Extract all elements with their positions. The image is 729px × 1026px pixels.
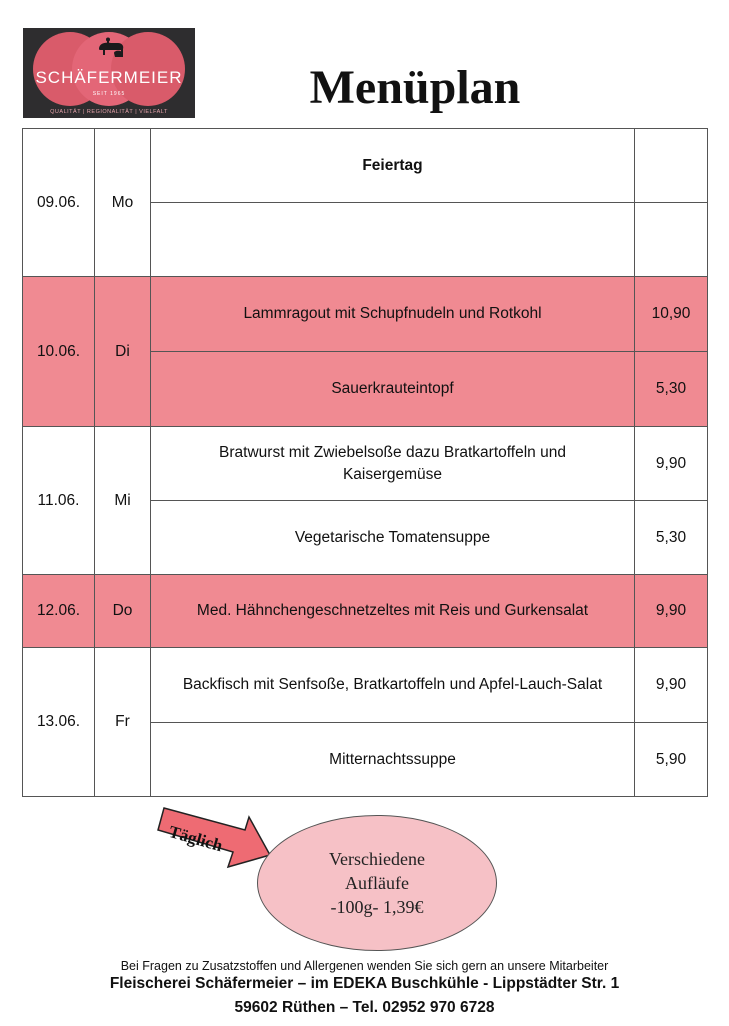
dish-cell	[151, 427, 635, 501]
allergen-note: Bei Fragen zu Zusatzstoffen und Allergenen wenden Sie sich gern an unsere Mitarbeiter	[120, 959, 609, 973]
dish-text: Bratwurst mit Zwiebelsoße dazu Bratkartoffeln und Kaisergemüse	[219, 443, 566, 483]
special-line-3: -100g- 1,39€	[330, 897, 424, 918]
logo	[23, 28, 195, 118]
price-cell: 10,90	[635, 277, 708, 352]
price-cell: 9,90	[635, 427, 708, 501]
dish-cell: Med. Hähnchengeschnetzeltes mit Reis und Gurkensalat	[151, 575, 635, 648]
price-cell	[635, 203, 708, 277]
dish-text: Backfisch mit Senfsoße, Bratkartoffeln und Apfel-Lauch-Salat	[182, 676, 603, 694]
date-cell: 13.06.	[23, 648, 95, 797]
special-offer	[257, 815, 497, 951]
day-cell: Mi	[95, 427, 151, 575]
price-cell: 9,90	[635, 575, 708, 648]
price-cell	[635, 129, 708, 203]
logo-est: SEIT 1965	[92, 91, 126, 97]
logo-slogan: QUALITÄT | REGIONALITÄT | VIELFALT	[50, 109, 168, 115]
menu-row	[23, 575, 708, 648]
day-cell: Fr	[95, 648, 151, 797]
dish-cell: Feiertag	[151, 129, 635, 203]
dish-cell: Mitternachtssuppe	[151, 723, 635, 797]
special-line-2: Aufläufe	[345, 872, 409, 893]
address-line-1: Fleischerei Schäfermeier – im EDEKA Buschkühle - Lippstädter Str. 1	[109, 975, 620, 992]
dish-cell: Vegetarische Tomatensuppe	[151, 501, 635, 575]
day-cell: Di	[95, 277, 151, 427]
animals-icon	[96, 37, 126, 61]
logo-brand: SCHÄFERMEIER	[35, 68, 183, 87]
menu-row	[23, 648, 708, 723]
special-line-1: Verschiedene	[329, 848, 425, 869]
dish-cell: Sauerkrauteintopf	[151, 352, 635, 427]
day-cell: Mo	[95, 129, 151, 277]
price-cell: 5,30	[635, 352, 708, 427]
price-cell: 5,90	[635, 723, 708, 797]
taeglich-label: Täglich	[166, 822, 225, 856]
price-cell: 9,90	[635, 648, 708, 723]
menu-row	[23, 129, 708, 203]
date-cell: 12.06.	[23, 575, 95, 648]
address-line-2: 59602 Rüthen – Tel. 02952 970 6728	[234, 999, 495, 1016]
day-cell: Do	[95, 575, 151, 648]
menu-table	[22, 128, 708, 797]
dish-cell	[151, 203, 635, 277]
dish-cell: Lammragout mit Schupfnudeln und Rotkohl	[151, 277, 635, 352]
date-cell: 10.06.	[23, 277, 95, 427]
dish-cell	[151, 648, 635, 723]
menu-row	[23, 427, 708, 501]
date-cell: 09.06.	[23, 129, 95, 277]
price-cell: 5,30	[635, 501, 708, 575]
date-cell: 11.06.	[23, 427, 95, 575]
page-title: Menüplan	[309, 61, 521, 114]
menu-row	[23, 277, 708, 352]
